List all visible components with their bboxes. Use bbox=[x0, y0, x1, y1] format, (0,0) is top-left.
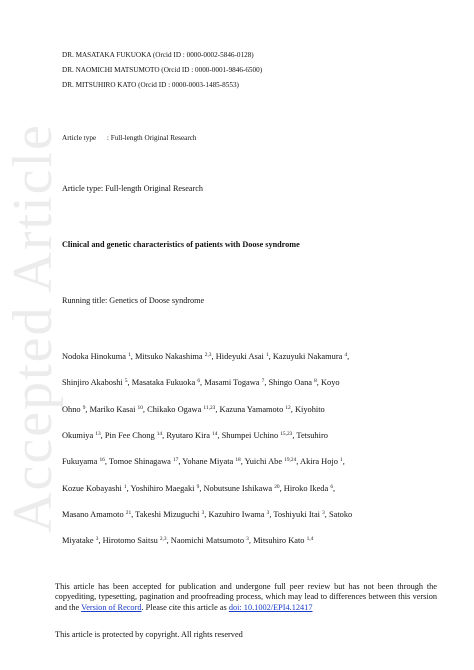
doi-link[interactable]: doi: 10.1002/EPI4.12417 bbox=[228, 602, 313, 612]
author-name: , Kazuyuki Nakamura bbox=[268, 352, 345, 361]
author-name: , bbox=[342, 457, 345, 467]
affiliation-superscript: 10 bbox=[137, 404, 143, 411]
affiliation-superscript: 18 bbox=[235, 457, 241, 464]
author-line bbox=[62, 351, 349, 362]
author-name: , Yoshihiro Maegaki bbox=[126, 483, 197, 493]
author-name: Nodoka Hinokuma bbox=[62, 352, 129, 361]
affiliation-superscript: 3 bbox=[201, 509, 205, 516]
accepted-article-watermark: Accepted Article bbox=[2, 123, 64, 533]
affiliation-superscript: 13 bbox=[95, 430, 101, 437]
affiliation-superscript: 1 bbox=[123, 483, 127, 490]
author-name: , Hirotomo Saitsu bbox=[98, 536, 160, 546]
author-name: , Akira Hojo bbox=[296, 457, 341, 467]
affiliation-superscript: 20 bbox=[274, 483, 280, 490]
author-name: , Kazuna Yamamoto bbox=[215, 404, 286, 414]
author-name: , Shumpei Uchino bbox=[217, 430, 281, 440]
affiliation-superscript: 3 bbox=[266, 509, 270, 516]
author-line bbox=[62, 535, 313, 546]
affiliation-superscript: 4 bbox=[344, 352, 348, 358]
article-title: Clinical and genetic characteristics of patients with Doose syndrome bbox=[62, 240, 300, 249]
affiliation-superscript: 1 bbox=[265, 352, 269, 358]
orcid-line-kato: DR. MITSUHIRO KATO (Orcid ID : 0000-0003-1485-8553) bbox=[62, 81, 239, 89]
affiliation-superscript: 12 bbox=[285, 404, 291, 411]
affiliation-superscript: 14 bbox=[156, 430, 163, 437]
affiliation-superscript: 7 bbox=[261, 378, 265, 385]
author-name: , bbox=[333, 483, 336, 493]
author-name: , Yohane Miyata bbox=[178, 457, 236, 467]
author-name: , Tetsuhiro bbox=[292, 430, 328, 440]
author-name: , Chikako Ogawa bbox=[142, 404, 204, 414]
author-name: Masano Amamoto bbox=[62, 509, 126, 519]
orcid-line-matsumoto: DR. NAOMICHI MATSUMOTO (Orcid ID : 0000-0001-9846-6500) bbox=[62, 66, 263, 74]
author-line bbox=[62, 430, 328, 441]
author-line bbox=[62, 377, 340, 388]
affiliation-superscript: 16 bbox=[99, 457, 105, 464]
affiliation-superscript: 2,3 bbox=[204, 352, 212, 358]
affiliation-superscript: 21 bbox=[125, 509, 132, 516]
running-title: Running title: Genetics of Doose syndrome bbox=[62, 296, 205, 305]
affiliation-superscript: 15,23 bbox=[280, 430, 293, 437]
article-type-line: Article type: Full-length Original Research bbox=[62, 184, 203, 193]
affiliation-superscript: 17 bbox=[172, 457, 179, 464]
affiliation-superscript: 11,23 bbox=[203, 404, 216, 411]
author-name: , Hiroko Ikeda bbox=[279, 483, 331, 493]
affiliation-superscript: 5 bbox=[124, 378, 128, 385]
author-line bbox=[62, 509, 352, 520]
author-name: , Hideyuki Asai bbox=[211, 352, 266, 361]
author-name: , Pin Fee Chong bbox=[100, 430, 157, 440]
author-line bbox=[62, 456, 345, 467]
author-name: Fukuyama bbox=[62, 457, 100, 467]
cite-text: . Please cite this article as bbox=[141, 602, 229, 612]
affiliation-superscript: 1 bbox=[340, 457, 343, 464]
author-name: , Mariko Kasai bbox=[85, 404, 138, 414]
author-name: Okumiya bbox=[62, 430, 96, 440]
author-name: Miyatake bbox=[62, 536, 96, 546]
author-name: , Mitsuko Nakashima bbox=[130, 352, 205, 361]
author-name: , Toshiyuki Itai bbox=[269, 509, 323, 519]
affiliation-superscript: 6 bbox=[197, 378, 201, 385]
author-name: , Masataka Fukuoka bbox=[127, 378, 198, 388]
author-name: Ohno bbox=[62, 404, 83, 414]
affiliation-superscript: 1,4 bbox=[306, 536, 314, 543]
author-name: , Mitsuhiro Kato bbox=[248, 536, 307, 546]
author-name: , Yuichi Abe bbox=[240, 457, 285, 467]
orcid-line-fukuoka: DR. MASATAKA FUKUOKA (Orcid ID : 0000-0002-5846-0128) bbox=[62, 51, 254, 59]
author-name: , bbox=[347, 352, 350, 361]
author-name: , Tomoe Shinagawa bbox=[104, 457, 173, 467]
affiliation-superscript: 14 bbox=[212, 430, 218, 437]
affiliation-superscript: 3 bbox=[322, 509, 325, 516]
affiliation-superscript: 9 bbox=[196, 483, 200, 490]
author-name: , Ryutaro Kira bbox=[162, 430, 213, 440]
article-type-header: Article type : Full-length Original Research bbox=[62, 134, 197, 142]
author-name: , Masami Togawa bbox=[200, 378, 262, 388]
author-name: Kozue Kobayashi bbox=[62, 483, 124, 493]
affiliation-superscript: 1 bbox=[128, 352, 131, 358]
affiliation-superscript: 8 bbox=[314, 378, 317, 385]
author-name: , Kiyohito bbox=[290, 404, 325, 414]
disclaimer-text: This article has been accepted for publication and undergone full peer review but has not been through the copyediting, typesetting, pagination and proofreading process, which may lead to differences between this version and the bbox=[55, 582, 437, 612]
copyright-notice: This article is protected by copyright. All rights reserved bbox=[55, 630, 243, 639]
author-name: , Kazuhiro Iwama bbox=[204, 509, 267, 519]
author-name: , Naomichi Matsumoto bbox=[166, 536, 247, 546]
affiliation-superscript: 6 bbox=[330, 483, 334, 490]
author-line bbox=[62, 483, 335, 494]
affiliation-superscript: 3 bbox=[95, 536, 99, 543]
author-name: , Satoko bbox=[324, 509, 353, 519]
affiliation-superscript: 3 bbox=[246, 536, 249, 543]
author-name: Shinjiro Akaboshi bbox=[62, 378, 125, 388]
affiliation-superscript: 2,3 bbox=[159, 536, 167, 543]
affiliation-superscript: 9 bbox=[82, 404, 86, 411]
acceptance-disclaimer bbox=[55, 582, 437, 613]
author-name: , Nobutsune Ishikawa bbox=[199, 483, 275, 493]
author-name: , Takeshi Mizuguchi bbox=[131, 509, 202, 519]
author-name: , Koyo bbox=[316, 378, 340, 388]
author-name: , Shingo Oana bbox=[264, 378, 315, 388]
author-line bbox=[62, 404, 325, 415]
affiliation-superscript: 19,24 bbox=[284, 457, 297, 464]
version-of-record-link[interactable]: Version of Record bbox=[81, 602, 142, 612]
